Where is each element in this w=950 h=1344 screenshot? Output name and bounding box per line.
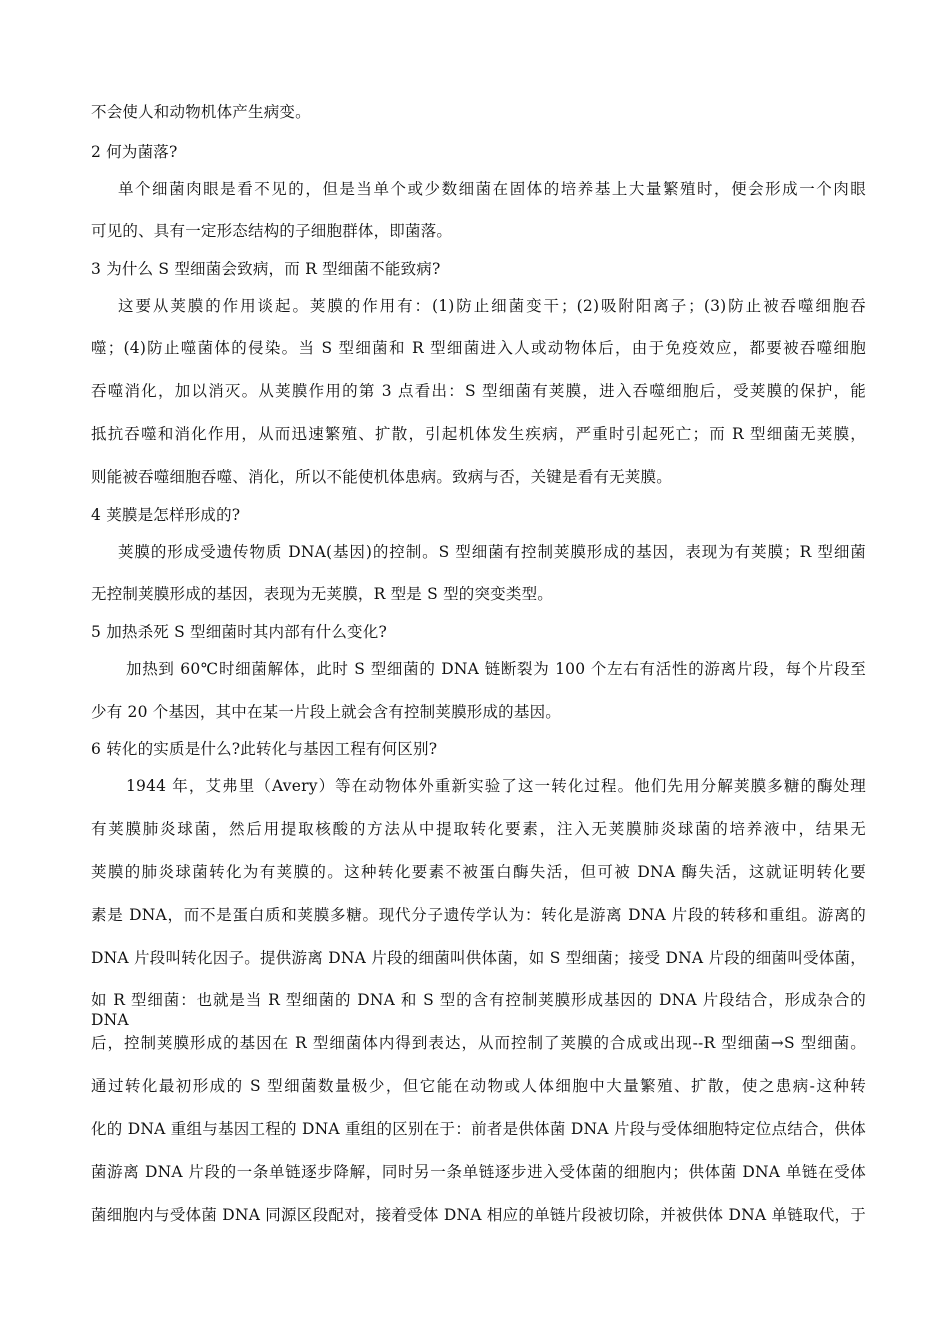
paragraph-line: 菌细胞内与受体菌 DNA 同源区段配对，接着受体 DNA 相应的单链片段被切除，并被供体 DNA 单链取代，于 [91, 1206, 866, 1224]
question-heading-6: 6 转化的实质是什么?此转化与基因工程有何区别? [91, 740, 438, 758]
paragraph-line: 不会使人和动物机体产生病变。 [91, 103, 311, 121]
paragraph-line: 菌游离 DNA 片段的一条单链逐步降解，同时另一条单链逐步进入受体菌的细胞内；供体菌 DNA 单链在受体 [91, 1163, 866, 1181]
paragraph-line: 化的 DNA 重组与基因工程的 DNA 重组的区别在于：前者是供体菌 DNA 片段与受体细胞特定位点结合，供体 [91, 1120, 866, 1138]
question-heading-2: 2 何为菌落? [91, 143, 178, 161]
paragraph-line: 少有 20 个基因，其中在某一片段上就会含有控制荚膜形成的基因。 [91, 703, 561, 721]
paragraph-line: DNA 片段叫转化因子。提供游离 DNA 片段的细菌叫供体菌，如 S 型细菌；接受 DNA 片段的细菌叫受体菌， [91, 949, 866, 967]
paragraph-line: 单个细菌肉眼是看不见的，但是当单个或少数细菌在固体的培养基上大量繁殖时，便会形成一个肉眼 [118, 180, 866, 198]
paragraph-line: 1944 年，艾弗里（Avery）等在动物体外重新实验了这一转化过程。他们先用分解荚膜多糖的酶处理 [126, 777, 866, 795]
paragraph-line: 这要从荚膜的作用谈起。荚膜的作用有：(1)防止细菌变干；(2)吸附阳离子；(3)防止被吞噬细胞吞 [118, 297, 866, 315]
paragraph-line: 荚膜的肺炎球菌转化为有荚膜的。这种转化要素不被蛋白酶失活，但可被 DNA 酶失活，这就证明转化要 [91, 863, 866, 881]
paragraph-line: 荚膜的形成受遗传物质 DNA(基因)的控制。S 型细菌有控制荚膜形成的基因，表现为有荚膜；R 型细菌 [118, 543, 866, 561]
paragraph-line: 吞噬消化，加以消灭。从荚膜作用的第 3 点看出：S 型细菌有荚膜，进入吞噬细胞后，受荚膜的保护，能 [91, 382, 866, 400]
paragraph-line: 可见的、具有一定形态结构的子细胞群体，即菌落。 [91, 222, 453, 240]
paragraph-line: 则能被吞噬细胞吞噬、消化，所以不能使机体患病。致病与否，关键是看有无荚膜。 [91, 468, 672, 486]
question-heading-4: 4 荚膜是怎样形成的? [91, 506, 241, 524]
question-heading-5: 5 加热杀死 S 型细菌时其内部有什么变化? [91, 623, 387, 641]
paragraph-line: 通过转化最初形成的 S 型细菌数量极少，但它能在动物或人体细胞中大量繁殖、扩散，使之患病-这种转 [91, 1077, 866, 1095]
paragraph-line: 有荚膜肺炎球菌，然后用提取核酸的方法从中提取转化要素，注入无荚膜肺炎球菌的培养液中，结果无 [91, 820, 866, 838]
paragraph-line: 噬；(4)防止噬菌体的侵染。当 S 型细菌和 R 型细菌进入人或动物体后，由于免疫效应，都要被吞噬细胞 [91, 339, 866, 357]
paragraph-line: 抵抗吞噬和消化作用，从而迅速繁殖、扩散，引起机体发生疾病，严重时引起死亡；而 R 型细菌无荚膜， [91, 425, 866, 443]
paragraph-line: 无控制荚膜形成的基因，表现为无荚膜，R 型是 S 型的突变类型。 [91, 585, 553, 603]
paragraph-line: 加热到 60℃时细菌解体，此时 S 型细菌的 DNA 链断裂为 100 个左右有活性的游离片段，每个片段至 [126, 660, 866, 678]
paragraph-line: 素是 DNA，而不是蛋白质和荚膜多糖。现代分子遗传学认为：转化是游离 DNA 片段的转移和重组。游离的 [91, 906, 866, 924]
paragraph-line: 后，控制荚膜形成的基因在 R 型细菌体内得到表达，从而控制了荚膜的合成或出现--R 型细菌→S 型细菌。 [91, 1034, 866, 1052]
paragraph-line: 如 R 型细菌：也就是当 R 型细菌的 DNA 和 S 型的含有控制荚膜形成基因的 DNA 片段结合，形成杂合的 DNA [91, 991, 866, 1029]
question-heading-3: 3 为什么 S 型细菌会致病，而 R 型细菌不能致病? [91, 260, 441, 278]
